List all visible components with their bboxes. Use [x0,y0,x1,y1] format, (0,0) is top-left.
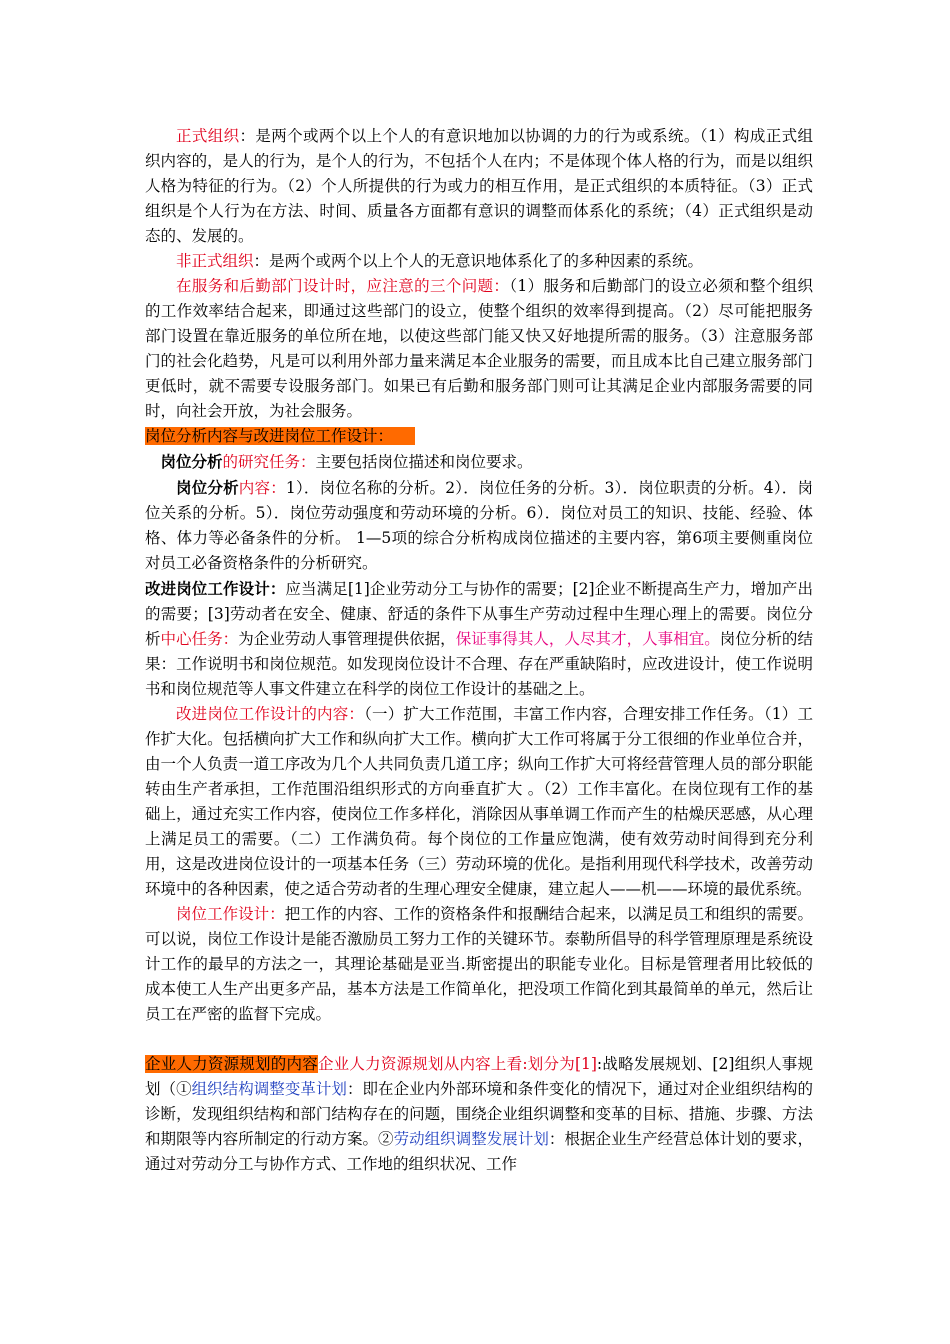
paragraph-spacer [145,1027,813,1052]
paragraph-text: 把工作的内容、工作的资格条件和报酬结合起来，以满足员工和组织的需要。可以说，岗位工作设计是能否激励员工努力工作的关键环节。泰勒所倡导的科学管理原理是系统设计工作的最早的方法之一，其理论基础是亚当.斯密提出的职能专业化。目标是管理者用比较低的成本使工人生产出更多产品，基本方法是工作简单化，把没项工作简化到其最简单的单元，然后让员工在严密的监督下完成。 [145,905,813,1023]
highlighted-heading: 岗位分析内容与改进岗位工作设计： [145,427,415,445]
paragraph-text: :战略发展规划、[2]组织人事规划（① [145,1055,813,1098]
red-term: 岗位工作设计： [176,905,285,923]
term-formal-organization: 正式组织 [176,127,240,145]
paragraph-text: 1）．岗位名称的分析。2）．岗位任务的分析。3）．岗位职责的分析。4）．岗位关系的分析。5）．岗位劳动强度和劳动环境的分析。6）．岗位对员工的知识、技能、经验、体格、体力等必备条件的分析。 1—5项的综合分析构成岗位描述的主要内容，第6项主要侧重岗位对员工必备资格条件的分析研究。 [145,479,813,572]
paragraph-text: （一）扩大工作范围，丰富工作内容，合理安排工作任务。（1）工作扩大化。包括横向扩大工作和纵向扩大工作。横向扩大工作可将属于分工很细的作业单位合并，由一个人负责一道工序改为几个人共同负责几道工序；纵向工作扩大可将经营管理人员的部分职能转由生产者承担，工作范围沿组织形式的方向垂直扩大 。（2）工作丰富化。在岗位现有工作的基础上，通过充实工作内容，使岗位工作多样化，消除因从事单调工作而产生的枯燥厌恶感，从心理上满足员工的需要。（二）工作满负荷。每个岗位的工作量应饱满，使有效劳动时间得到充分利用，这是改进岗位设计的一项基本任务（三）劳动环境的优化。是指利用现代科学技术，改善劳动环境中的各种因素，使之适合劳动者的生理心理安全健康，建立起人——机——环境的最优系统。 [145,705,813,898]
paragraph-job-analysis-tasks [145,449,813,475]
section-title-job-analysis [145,424,813,449]
red-term: 内容： [238,479,286,497]
paragraph-service-departments [145,274,813,424]
bold-term: 岗位分析 [176,478,239,497]
term-service-departments: 在服务和后勤部门设计时，应注意的三个问题： [176,277,510,295]
paragraph-job-analysis-content [145,475,813,576]
paragraph-text: ：即在企业内外部环境和条件变化的情况下，通过对企业组织结构的诊断，发现组织结构和部门结构存在的问题，围绕企业组织调整和变革的目标、措施、步骤、方法和期限等内容所制定的行动方案。② [145,1080,813,1148]
paragraph-job-design-content [145,702,813,902]
paragraph-text: ：是两个或两个以上个人的无意识地体系化了的多种因素的系统。 [253,252,704,270]
term-informal-organization: 非正式组织 [176,252,254,270]
red-term: 企业人力资源规划从内容上看:划分为[1] [317,1055,597,1073]
paragraph-informal-organization [145,249,813,274]
paragraph-text: ：根据企业生产经营总体计划的要求，通过对劳动分工与协作方式、工作地的组织状况、工作 [145,1130,813,1173]
highlighted-heading: 企业人力资源规划的内容 [145,1055,318,1073]
blue-term: 组织结构调整变革计划 [191,1080,347,1098]
paragraph-formal-organization [145,124,813,249]
bold-term: 岗位分析 [160,452,223,471]
paragraph-text: 主要包括岗位描述和岗位要求。 [315,453,533,471]
paragraph-job-work-design [145,902,813,1027]
paragraph-text: ：是两个或两个以上个人的有意识地加以协调的力的行为或系统。（1）构成正式组织内容的，是人的行为，是个人的行为，不包括个人在内；不是体现个体人格的行为，而是以组织人格为特征的行为。（2）个人所提供的行为或力的相互作用，是正式组织的本质特征。（3）正式组织是个人行为在方法、时间、质量各方面都有意识的调整而体系化的系统；（4）正式组织是动态的、发展的。 [145,127,813,245]
paragraph-text: 为企业劳动人事管理提供依据， [238,630,456,648]
red-term: 改进岗位工作设计的内容： [176,705,365,723]
paragraph-hr-planning [145,1052,813,1177]
bold-term: 改进岗位工作设计： [145,579,286,598]
paragraph-improve-job-design [145,576,813,702]
red-term: 的研究任务： [222,453,316,471]
magenta-phrase: 保证事得其人，人尽其才，人事相宜。 [455,630,720,648]
document-page [145,124,813,1177]
blue-term: 劳动组织调整发展计划 [393,1130,549,1148]
paragraph-text: （1）服务和后勤部门的设立必须和整个组织的工作效率结合起来，即通过这些部门的设立，使整个组织的效率得到提高。（2）尽可能把服务部门设置在靠近服务的单位所在地，以使这些部门能又快又好地提所需的服务。（3）注意服务部门的社会化趋势，凡是可以利用外部力量来满足本企业服务的需要，而且成本比自己建立服务部门更低时，就不需要专设服务部门。如果已有后勤和服务部门则可让其满足企业内部服务需要的同时，向社会开放，为社会服务。 [145,277,813,420]
paragraph-text: 应当满足[1]企业劳动分工与协作的需要；[2]企业不断提高生产力，增加产出的需要；[3]劳动者在安全、健康、舒适的条件下从事生产劳动过程中生理心理上的需要。岗位分析 [145,580,813,648]
paragraph-text: 岗位分析的结果：工作说明书和岗位规范。如发现岗位设计不合理、存在严重缺陷时，应改进设计，使工作说明书和岗位规范等人事文件建立在科学的岗位工作设计的基础之上。 [145,630,813,698]
red-term: 中心任务： [160,630,239,648]
